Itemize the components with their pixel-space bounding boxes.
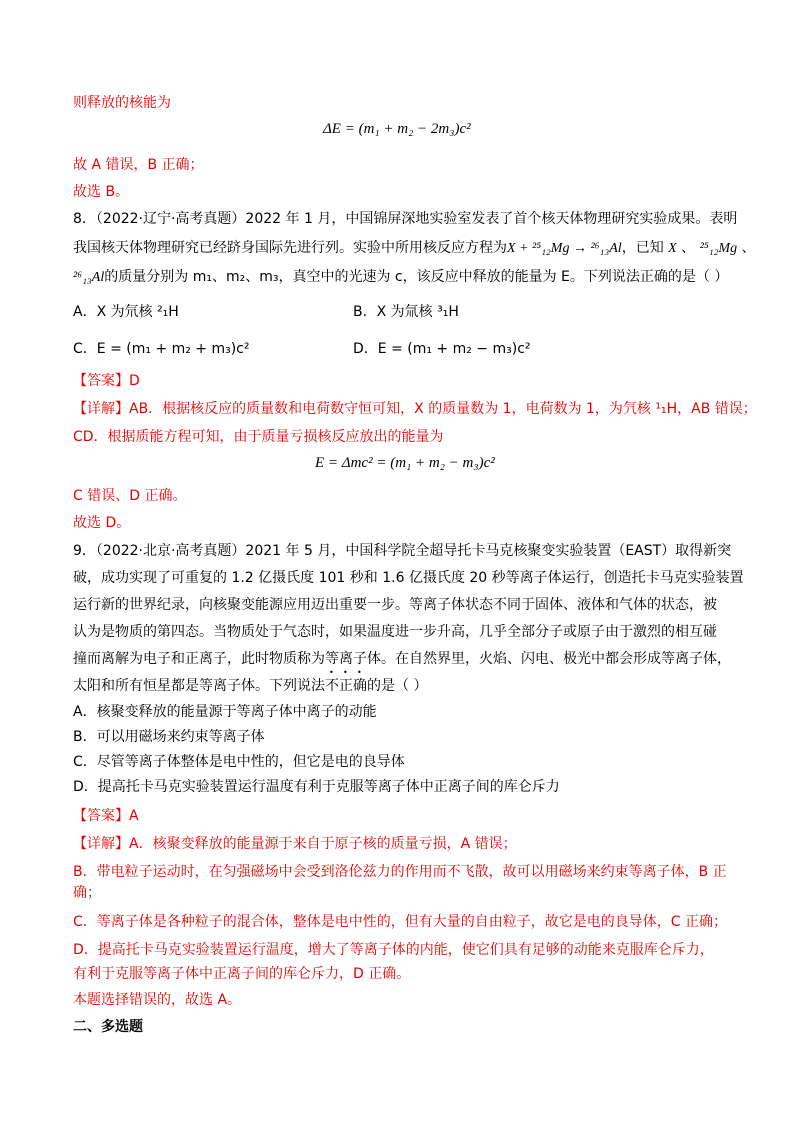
q8-stem-line1: 8．（2022·辽宁·高考真题）2022 年 1 月，中国锦屏深地实验室发表了首个核天体物理研究实验成果。表明	[73, 211, 738, 227]
q8-option-c: C．E = (m₁ + m₂ + m₃)c²	[73, 341, 250, 357]
emphasis-char: 正	[339, 678, 353, 694]
q8-option-b: B．X 为氚核 ³₁H	[353, 304, 459, 320]
q9-detail-d: D．提高托卡马克实验装置运行温度，增大了等离子体的内能，使它们具有足够的动能来克服库仑斥力，	[73, 942, 714, 958]
q9-detail-d-cont: 有利于克服等离子体中正离子间的库仑斥力，D 正确。	[73, 966, 411, 982]
solution-intro: 则释放的核能为	[73, 95, 171, 111]
q8-known-mg: ²⁵₁₂Mg	[699, 241, 738, 256]
q9-answer: 【答案】A	[73, 808, 139, 824]
q8-stem-line3-text: 的质量分别为 m₁、m₂、m₃，真空中的光速为 c，该反应中释放的能量为 E。下列说法正确的是（ ）	[104, 269, 729, 285]
q8-choice: 故选 D。	[73, 515, 131, 531]
energy-equation-2: E = Δmc² = (m₁ + m₂ − m₃)c²	[315, 455, 495, 471]
q8-option-d: D．E = (m₁ + m₂ − m₃)c²	[353, 341, 531, 357]
q9-option-a: A．核聚变释放的能量源于等离子体中离子的动能	[73, 704, 377, 720]
q8-detail-cd: CD．根据质能方程可知，由于质量亏损核反应放出的能量为	[73, 429, 444, 445]
q9-stem-line6	[73, 676, 427, 696]
q9-stem-line2: 破，成功实现了可重复的 1.2 亿摄氏度 101 秒和 1.6 亿摄氏度 20 秒等离子体运行，创造托卡马克实验装置	[73, 570, 744, 586]
q9-detail-b: B．带电粒子运动时，在匀强磁场中会受到洛伦兹力的作用而不飞散，故可以用磁场来约束等离子体，B 正	[73, 864, 727, 880]
q8-al-label: ²⁶₁₃Al	[73, 270, 105, 285]
q9-stem-line3: 运行新的世界纪录，向核聚变能源应用迈出重要一步。等离子体状态不同于固体、液体和气体的状态，被	[73, 597, 717, 613]
q8-option-a: A．X 为氘核 ²₁H	[73, 304, 179, 320]
solution-choice: 故选 B。	[73, 184, 130, 200]
q8-answer: 【答案】D	[73, 373, 140, 389]
emphasis-char: 确	[353, 678, 367, 694]
q8-stem-line2-post: ，已知	[621, 240, 664, 256]
emphasis-char: 不	[325, 678, 339, 694]
q8-detail-ab: 【详解】AB．根据核反应的质量数和电荷数守恒可知，X 的质量数为 1，电荷数为 1，为氕核 ¹₁H，AB 错误；	[73, 401, 757, 417]
q8-stem-line2: 我国核天体物理研究已经跻身国际先进行列。实验中所用核反应方程为X + ²⁵₁₂Mg → ²⁶₁₃Al，已知 X 、 ²⁵₁₂Mg 、	[73, 240, 756, 256]
q9-stem-line5: 撞而离解为电子和正离子，此时物质称为等离子体。在自然界里，火焰、闪电、极光中都会形成等离子体，	[73, 651, 731, 667]
q9-stem-line1: 9．（2022·北京·高考真题）2021 年 5 月，中国科学院全超导托卡马克核聚变实验装置（EAST）取得新突	[73, 543, 732, 559]
q9-option-d: D．提高托卡马克实验装置运行温度有利于克服等离子体中正离子间的库仑斥力	[73, 779, 560, 795]
q9-detail-a: 【详解】A．核聚变释放的能量源于来自于原子核的质量亏损，A 错误；	[73, 836, 517, 852]
section-heading: 二、多选题	[73, 1019, 143, 1035]
energy-equation-1: ΔE = (m₁ + m₂ − 2m₃)c²	[323, 121, 471, 137]
q9-stem-line6-text: 太阳和所有恒星都是等离子体。下列说法	[73, 678, 325, 694]
q8-stem-line2-text: 我国核天体物理研究已经跻身国际先进行列。实验中所用核反应方程为	[73, 240, 507, 256]
q9-option-b: B．可以用磁场来约束等离子体	[73, 729, 265, 745]
q9-option-c: C．尽管等离子体整体是电中性的，但它是电的良导体	[73, 754, 405, 770]
q8-detail-conclusion: C 错误、D 正确。	[73, 488, 187, 504]
q9-stem-line6-post: 的是（ ）	[367, 678, 428, 694]
q8-known-x: X	[668, 241, 677, 256]
q9-detail-c: C．等离子体是各种粒子的混合体，整体是电中性的，但有大量的自由粒子，故它是电的良导体，C 正确；	[73, 914, 727, 930]
q9-stem-line4: 认为是物质的第四态。当物质处于气态时，如果温度进一步升高，几乎全部分子或原子由于激烈的相互碰	[73, 624, 717, 640]
q9-detail-b-cont: 确；	[73, 885, 101, 901]
q8-stem-line3	[73, 267, 728, 288]
solution-conclusion: 故 A 错误，B 正确；	[73, 157, 204, 173]
q8-reaction-equation: X + ²⁵₁₂Mg → ²⁶₁₃Al	[507, 241, 622, 256]
q9-conclusion: 本题选择错误的，故选 A。	[73, 992, 242, 1008]
